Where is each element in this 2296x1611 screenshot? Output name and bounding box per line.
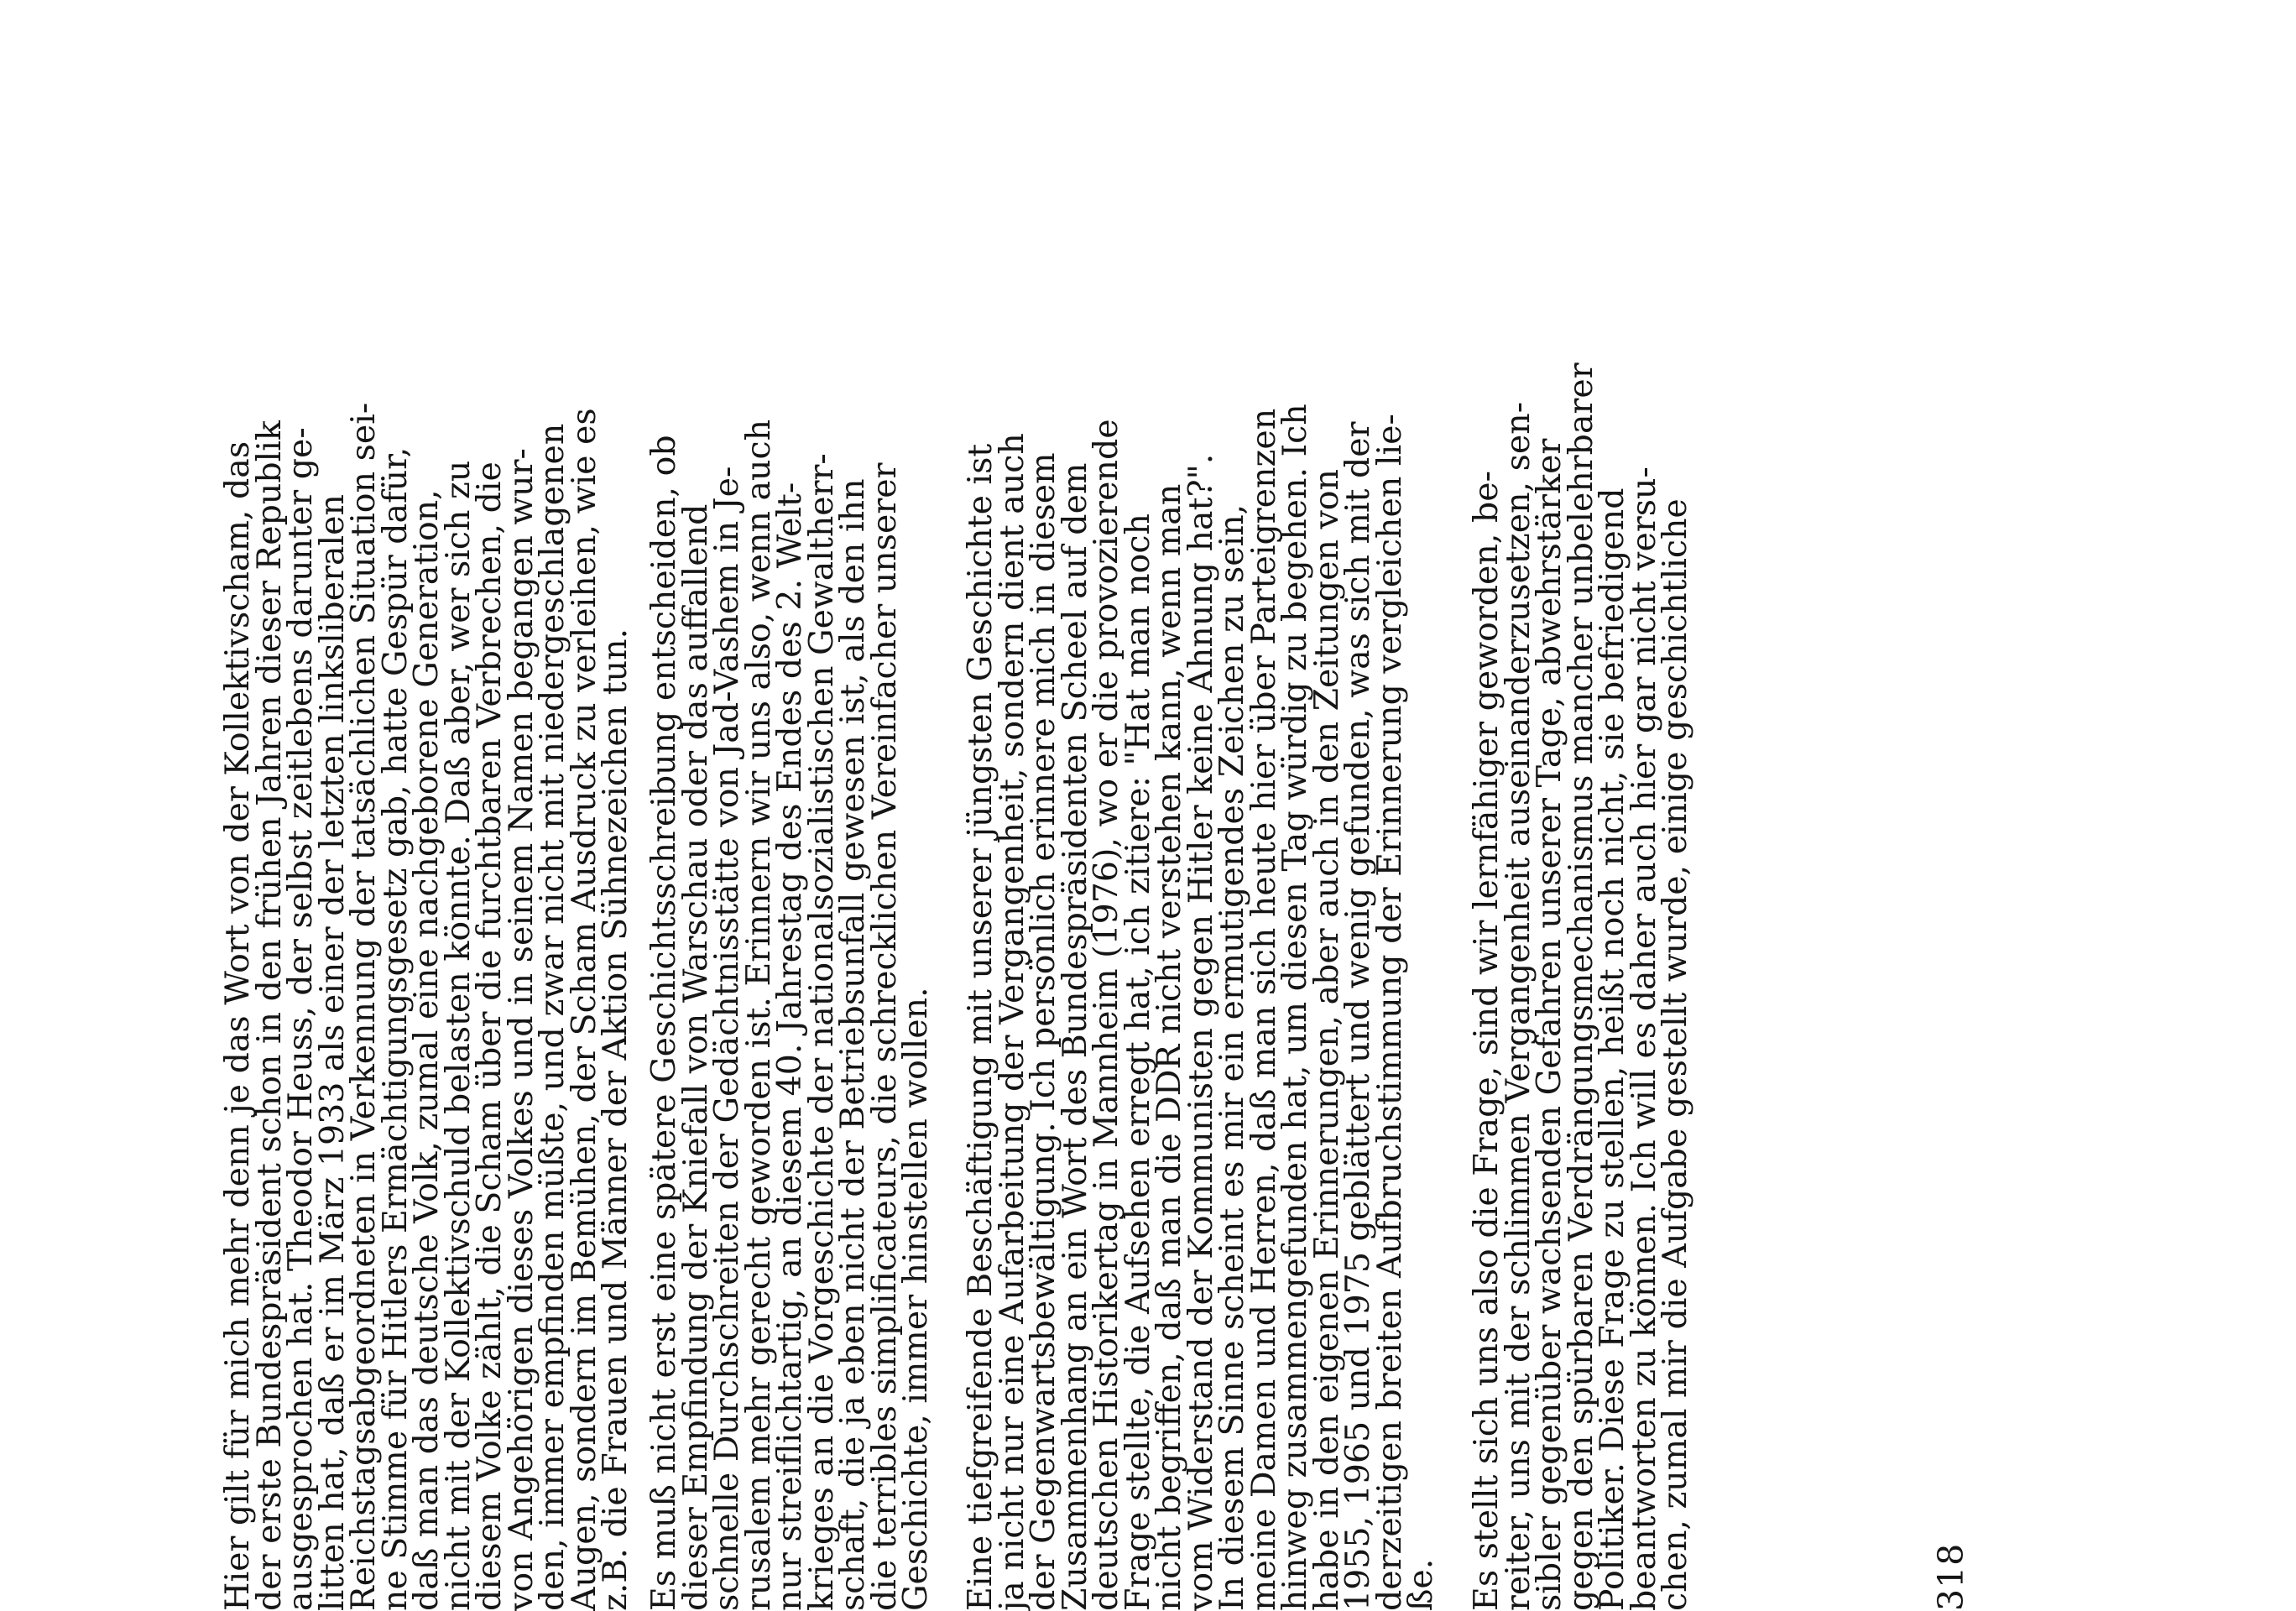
text-line: krieges an die Vorgeschichte der nationalsozialistischen Gewaltherr- xyxy=(801,453,841,1611)
text-line: Frage stellte, die Aufsehen erregt hat, ich zitiere: "Hat man noch xyxy=(1118,514,1157,1611)
text-line: chen, zumal mir die Aufgabe gestellt wurde, einige geschichtliche xyxy=(1656,498,1694,1611)
text-line: der Gegenwartsbewältigung. Ich persönlich erinnere mich in diesem xyxy=(1024,452,1062,1611)
text-line: litten hat, daß er im März 1933 als einer der letzten linksliberalen xyxy=(312,494,352,1611)
text-line: ße. xyxy=(1401,1558,1440,1611)
paragraph-kollektivscham xyxy=(218,235,634,1611)
text-line: ausgesprochen hat. Theodor Heuss, der selbst zeitlebens darunter ge- xyxy=(281,427,320,1611)
text-line: reiter, uns mit der schlimmen Vergangenheit auseinanderzusetzen, sen- xyxy=(1498,401,1537,1611)
text-line: Reichstagsabgeordneten in Verkennung der tatsächlichen Situation sei- xyxy=(344,402,383,1611)
text-line: die terribles simplificateurs, die schrecklichen Vereinfacher unserer xyxy=(864,462,904,1611)
text-line: Politiker. Diese Frage zu stellen, heißt noch nicht, sie befriedigend xyxy=(1593,487,1631,1611)
text-line: nicht mit der Kollektivschuld belasten könnte. Daß aber, wer sich zu xyxy=(438,460,477,1611)
text-line: den, immer empfinden müßte, und zwar nicht mit niedergeschlagenen xyxy=(533,423,571,1611)
paragraph-gegenwartsbewaeltigung xyxy=(961,235,1440,1611)
page-number: 318 xyxy=(1931,1542,1971,1611)
text-line: Augen, sondern im Bemühen, der Scham Ausdruck zu verleihen, wie es xyxy=(564,408,603,1611)
text-line: sibler gegenüber wachsenden Gefahren unserer Tage, abwehrstärker xyxy=(1530,438,1568,1611)
text-line: nicht begriffen, daß man die DDR nicht verstehen kann, wenn man xyxy=(1150,483,1188,1611)
text-line: Es stellt sich uns also die Frage, sind wir lernfähiger geworden, be- xyxy=(1467,471,1505,1611)
text-line: Hier gilt für mich mehr denn je das Wort von der Kollektivscham, das xyxy=(218,441,257,1611)
text-line: rusalem mehr gerecht geworden ist. Erinnern wir uns also, wenn auch xyxy=(738,419,778,1611)
text-line: diesem Volke zählt, die Scham über die furchtbaren Verbrechen, die xyxy=(470,461,509,1611)
text-line: z.B. die Frauen und Männer der Aktion Sühnezeichen tun. xyxy=(596,628,634,1611)
text-line: Geschichte, immer hinstellen wollen. xyxy=(896,987,935,1611)
text-line: derzeitigen breiten Aufbruchstimmung der Erinnerung vergleichen lie- xyxy=(1370,414,1409,1611)
text-line: beantworten zu können. Ich will es daher auch hier gar nicht versu- xyxy=(1624,467,1663,1611)
text-line: Es muß nicht erst eine spätere Geschichtsschreibung entscheiden, ob xyxy=(644,435,683,1611)
text-line: daß man das deutsche Volk, zumal eine nachgeborene Generation, xyxy=(407,489,446,1611)
text-line: In diesem Sinne scheint es mir ein ermutigendes Zeichen zu sein, xyxy=(1213,503,1251,1611)
rotated-page xyxy=(218,235,2027,1611)
text-line: 1955, 1965 und 1975 geblättert und wenig gefunden, was sich mit der xyxy=(1338,421,1377,1611)
text-line: vom Widerstand der Kommunisten gegen Hitler keine Ahnung hat?". xyxy=(1181,453,1220,1611)
text-line: schaft, die ja eben nicht der Betriebsunfall gewesen ist, als den ihn xyxy=(833,478,872,1611)
text-line: ne Stimme für Hitlers Ermächtigungsgesetz gab, hatte Gespür dafür, xyxy=(375,446,415,1611)
text-line: von Angehörigen dieses Volkes und in seinem Namen begangen wur- xyxy=(501,448,540,1611)
text-line: hinweg zusammengefunden hat, um diesen Tag würdig zu begehen. Ich xyxy=(1276,404,1314,1611)
paragraph-lernfaehigkeit xyxy=(1467,235,1694,1611)
text-line: Zusammenhang an ein Wort des Bundespräsidenten Scheel auf dem xyxy=(1055,462,1094,1611)
text-line: deutschen Historikertag in Mannheim (1976), wo er die provozierende xyxy=(1087,419,1125,1611)
text-line: gegen den spürbaren Verdrängungsmechanismus mancher unbelehrbarer xyxy=(1561,362,1600,1611)
text-line: schnelle Durchschreiten der Gedächtnisstätte von Jad-Vashem in Je- xyxy=(707,466,746,1611)
paragraph-geschichtsschreibung xyxy=(644,235,935,1611)
text-line: Eine tiefgreifende Beschäftigung mit unserer jüngsten Geschichte ist xyxy=(961,443,999,1611)
text-line: dieser Empfindung der Kniefall von Warschau oder das auffallend xyxy=(676,503,715,1611)
text-line: ja nicht nur eine Aufarbeitung der Vergangenheit, sondern dient auch xyxy=(992,433,1031,1611)
text-line: der erste Bundespräsident schon in den frühen Jahren dieser Republik xyxy=(249,420,289,1611)
text-line: nur streiflichtartig, an diesem 40. Jahrestag des Endes des 2. Welt- xyxy=(770,482,809,1611)
text-line: meine Damen und Herren, daß man sich heute hier über Parteigrenzen xyxy=(1244,408,1283,1611)
text-line: habe in den eigenen Erinnerungen, aber auch in den Zeitungen von xyxy=(1307,469,1346,1611)
